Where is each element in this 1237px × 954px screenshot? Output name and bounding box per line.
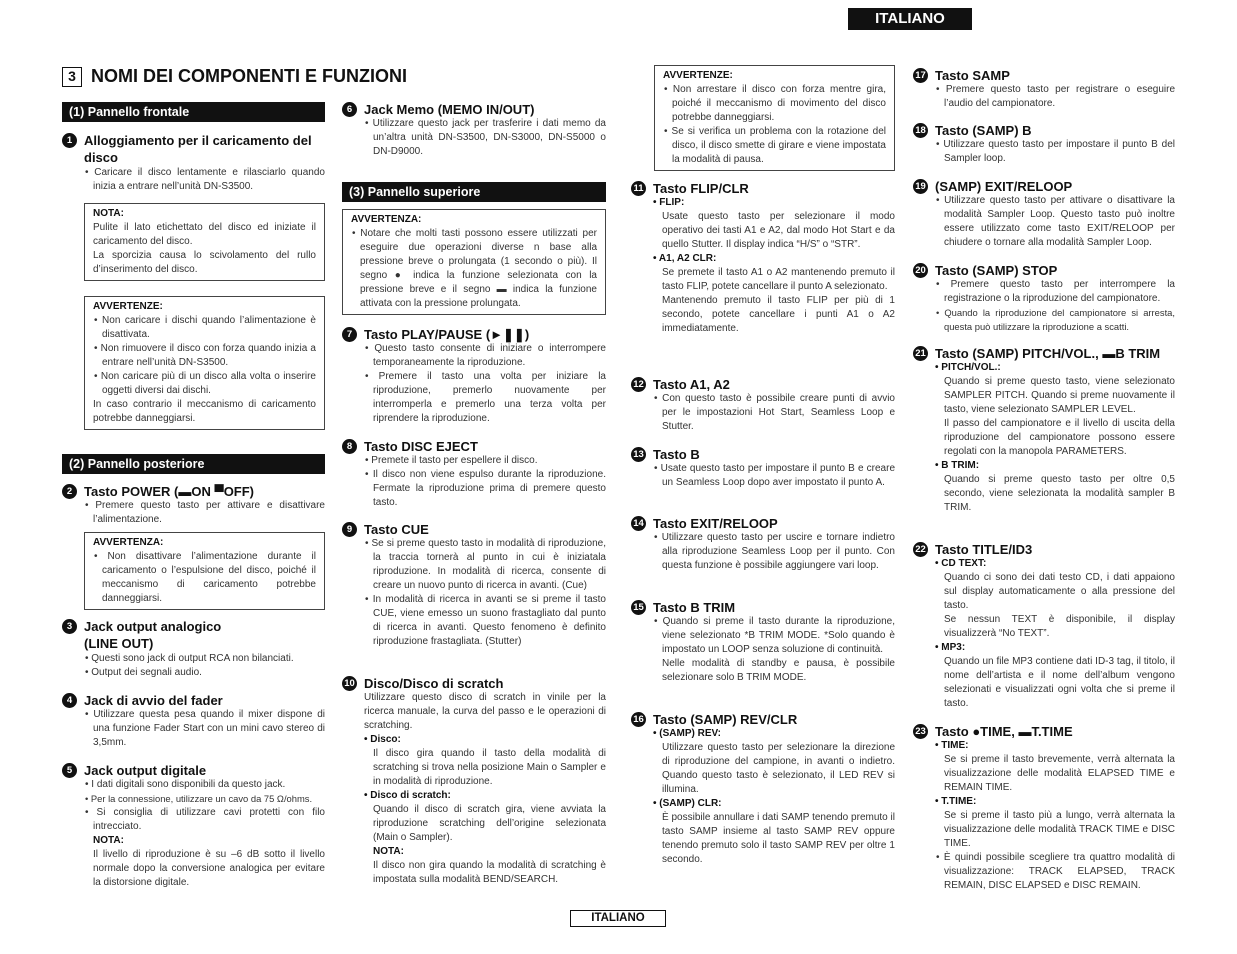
item-8-heading: 8 Tasto DISC EJECT — [342, 438, 606, 455]
item-12-heading: 12 Tasto A1, A2 — [631, 376, 895, 393]
item-10-heading: 10 Disco/Disco di scratch — [342, 675, 606, 692]
item-20-heading: 20 Tasto (SAMP) STOP — [913, 262, 1175, 279]
item-number: 13 — [631, 447, 646, 462]
language-tab: ITALIANO — [848, 8, 972, 30]
item-23-body: • TIME: Se si preme il tasto brevemente, verrà alternata la visualizzazione delle modalità ELAPSED TIME e REMAIN TIME. • T.TIME: Se si preme il tasto più a lungo, verrà alternata la visualizzazione delle modalità TRACK TIME e DISC TIME. • È quindi possibile scegliere tra quattro modalità di visualizzazione: TRACK ELAPSED, TRACK REMAIN, DISC ELAPSED e DISC REMAIN. — [935, 740, 1175, 891]
item-number: 21 — [913, 346, 928, 361]
footer-language-label: ITALIANO — [570, 910, 666, 927]
item-16-body: • (SAMP) REV: Utilizzare questo tasto per selezionare la direzione di riproduzione del campione, in avanti o indietro. Quando questo tasto è selezionato, il LED REV si illumina. • (SAMP) CLR: È possibile annullare i dati SAMP tenendo premuto il tasto SAMP insieme al tasto SAMP REV oppure tenendo premuto solo il tasto SAMP REV per oltre 1 secondo. — [653, 728, 895, 865]
warning-box: AVVERTENZE: • Non caricare i dischi quando l’alimentazione è disattivata. • Non rimuovere il disco con forza quando inizia a entrare nell’unità DN-S3500. • Non caricare più di un disco alla volta o inserire oggetti diversi dai dischi. In caso contrario il meccanismo di caricamento potrebbe danneggiarsi. — [84, 296, 325, 430]
item-number: 14 — [631, 516, 646, 531]
item-9-heading: 9 Tasto CUE — [342, 521, 606, 538]
item-17-heading: 17 Tasto SAMP — [913, 67, 1175, 84]
item-number: 22 — [913, 542, 928, 557]
item-number: 11 — [631, 181, 646, 196]
item-22-heading: 22 Tasto TITLE/ID3 — [913, 541, 1175, 558]
item-14-body: • Utilizzare questo tasto per uscire e tornare indietro alla riproduzione Seamless Loop per il punto. Con questa funzione è possibile aggiungere vari loop. — [654, 532, 895, 571]
item-7-body: • Questo tasto consente di iniziare o interrompere temporaneamente la riproduzione. • Premere il tasto una volta per iniziare la riproduzione, premerlo nuovamente per interromperla e premerlo una terza volta per riprendere la riproduzione. — [365, 343, 606, 424]
item-3-heading: 3 Jack output analogico (LINE OUT) — [62, 618, 325, 652]
item-number: 7 — [342, 327, 357, 342]
item-7-heading: 7 Tasto PLAY/PAUSE (►❚❚) — [342, 326, 606, 343]
section-top-panel: (3) Pannello superiore — [342, 182, 606, 202]
item-15-heading: 15 Tasto B TRIM — [631, 599, 895, 616]
item-21-heading: 21 Tasto (SAMP) PITCH/VOL., ▬B TRIM — [913, 345, 1175, 362]
item-number: 19 — [913, 179, 928, 194]
item-1-heading: 1 Alloggiamento per il caricamento del disco — [62, 132, 325, 166]
item-22-body: • CD TEXT: Quando ci sono dei dati testo CD, i dati appaiono sul display automaticamente o alla pressione del tasto. Se nessun TEXT è disponibile, il display visualizzerà “No TEXT”. • MP3: Quando un file MP3 contiene dati ID-3 tag, il titolo, il nome dell’artista e il nome dell’album vengono selezionati e visualizzati ogni volta che si preme il tasto. — [935, 558, 1175, 709]
item-1-body: • Caricare il disco lentamente e rilasciarlo quando inizia a entrare nell’unità DN-S3500. — [85, 167, 325, 192]
item-number: 6 — [342, 102, 357, 117]
section-front-panel: (1) Pannello frontale — [62, 102, 325, 122]
item-number: 23 — [913, 724, 928, 739]
item-number: 12 — [631, 377, 646, 392]
item-number: 3 — [62, 619, 77, 634]
item-4-heading: 4 Jack di avvio del fader — [62, 692, 325, 709]
warning-box-3: AVVERTENZA: • Notare che molti tasti possono essere utilizzati per eseguire due operazioni diverse n base alla pressione breve o prolungata (1 secondo o più). Il segno ● indica la funzione selezionata con la pressione breve e il segno ▬ indica la funzione attivata con la pressione prolungata. — [342, 209, 606, 315]
item-11-heading: 11 Tasto FLIP/CLR — [631, 180, 895, 197]
item-11-body: • FLIP: Usate questo tasto per selezionare il modo operativo dei tasti A1 e A2, dal modo Hot Start e da quello Stutter. Il display indica “H/S” o “STR”. • A1, A2 CLR: Se premete il tasto A1 o A2 mantenendo premuto il tasto FLIP, potete cancellare il punto A selezionato. Mantenendo premuto il tasto FLIP per più di 1 secondo, potete cancellare i punti A1 o A2 immediatamente. — [653, 197, 895, 334]
item-19-body: • Utilizzare questo tasto per attivare o disattivare la modalità Sampler Loop. Questo tasto può inoltre essere utilizzato come tasto EXIT/RELOOP per chiudere o tornare alla modalità Sampler Loop. — [936, 195, 1175, 248]
item-19-heading: 19 (SAMP) EXIT/RELOOP — [913, 178, 1175, 195]
item-number: 4 — [62, 693, 77, 708]
item-number: 17 — [913, 68, 928, 83]
item-13-heading: 13 Tasto B — [631, 446, 895, 463]
item-15-body: • Quando si preme il tasto durante la riproduzione, viene selezionato *B TRIM MODE. *Solo quando è impostato un LOOP senza soluzione di continuità. Nelle modalità di standby e pausa, è possibile selezionare solo B TRIM MODE. — [654, 616, 895, 683]
warning-box-4: AVVERTENZE: • Non arrestare il disco con forza mentre gira, poiché il meccanismo di movimento del disco potrebbe danneggiarsi. • Se si verifica un problema con la rotazione del disco, il disco smette di girare e viene impostata la modalità di pausa. — [654, 65, 895, 171]
item-18-body: • Utilizzare questo tasto per impostare il punto B del Sampler loop. — [936, 139, 1175, 164]
note-box: NOTA: Pulite il lato etichettato del disco ed iniziate il caricamento del disco. La sporcizia causa lo scivolamento del rullo d’inserimento del disco. — [84, 203, 325, 281]
item-number: 15 — [631, 600, 646, 615]
item-5-body: • I dati digitali sono disponibili da questo jack. • Per la connessione, utilizzare un cavo da 75 Ω/ohms. • Si consiglia di utilizzare cavi protetti con filo intrecciato. NOTA: Il livello di riproduzione è su –6 dB sotto il livello normale dopo la conversione analogica per evitare la distorsione digitale. — [85, 779, 325, 888]
item-2-heading: 2 Tasto POWER (▬ON ▀OFF) — [62, 483, 325, 500]
item-23-heading: 23 Tasto ●TIME, ▬T.TIME — [913, 723, 1175, 740]
item-21-body: • PITCH/VOL.: Quando si preme questo tasto, viene selezionato SAMPLER PITCH. Quando si preme nuovamente il tasto, viene selezionato SAMPLER LEVEL. Il passo del campionatore e il livello di uscita della riproduzione del campionatore possono essere regolati con la manopola PARAMETERS. • B TRIM: Quando si preme questo tasto per oltre 0,5 secondo, viene selezionata la modalità sampler B TRIM. — [935, 362, 1175, 513]
item-number: 20 — [913, 263, 928, 278]
item-18-heading: 18 Tasto (SAMP) B — [913, 122, 1175, 139]
item-number: 5 — [62, 763, 77, 778]
item-10-body: Utilizzare questo disco di scratch in vinile per la ricerca manuale, la curva del passo e le operazioni di scratching. • Disco: Il disco gira quando il tasto della modalità di scratching si trova nella posizione Main o Sampler e in modalità di riproduzione. • Disco di scratch: Quando il disco di scratch gira, viene avviata la riproduzione scratching dell’origine selezionata (Main o Sampler). NOTA: Il disco non gira quando la modalità di scratching è impostata sulla modalità BEND/SEARCH. — [364, 692, 606, 885]
item-number: 10 — [342, 676, 357, 691]
item-3-body: • Questi sono jack di output RCA non bilanciati. • Output dei segnali audio. — [85, 653, 294, 678]
title-text: NOMI DEI COMPONENTI E FUNZIONI — [91, 66, 408, 86]
item-4-body: • Utilizzare questa pesa quando il mixer dispone di una funzione Fader Start con un mini cavo stereo di 3,5mm. — [85, 709, 325, 748]
item-14-heading: 14 Tasto EXIT/RELOOP — [631, 515, 895, 532]
item-6-heading: 6 Jack Memo (MEMO IN/OUT) — [342, 101, 606, 118]
item-2-body: • Premere questo tasto per attivare e disattivare l’alimentazione. — [85, 500, 325, 525]
item-12-body: • Con questo tasto è possibile creare punti di avvio per le impostazioni Hot Start, Seamless Loop e Stutter. — [654, 393, 895, 432]
item-number: 8 — [342, 439, 357, 454]
item-20-body: • Premere questo tasto per interrompere la registrazione o la riproduzione del campionatore. • Quando la riproduzione del campionatore si arresta, questa può utilizzare la riproduzione a scatti. — [936, 279, 1175, 332]
item-13-body: • Usate questo tasto per impostare il punto B e creare un Seamless Loop dopo aver impostato il punto A. — [654, 463, 895, 488]
item-6-body: • Utilizzare questo jack per trasferire i dati memo da un’altra unità DN-S3500, DN-S3000, DN-S5000 o DN-D9000. — [365, 118, 606, 157]
item-number: 1 — [62, 133, 77, 148]
item-17-body: • Premere questo tasto per registrare o eseguire l’audio del campionatore. — [936, 84, 1175, 109]
item-number: 9 — [342, 522, 357, 537]
section-number: 3 — [62, 67, 82, 87]
page-title — [62, 66, 407, 87]
item-9-body: • Se si preme questo tasto in modalità di riproduzione, la traccia tornerà al punto in cui è iniziatala riproduzione. In modalità di ricerca, consente di creare un nuovo punto di ricerca in avanti. (Cue) • In modalità di ricerca in avanti se si preme il tasto CUE, viene emesso un suono frastagliato dal punto di ricerca in avanti. Questo fenomeno è definito riproduzione frastagliata. (Stutter) — [365, 538, 606, 647]
item-number: 2 — [62, 484, 77, 499]
item-number: 16 — [631, 712, 646, 727]
item-16-heading: 16 Tasto (SAMP) REV/CLR — [631, 711, 895, 728]
item-number: 18 — [913, 123, 928, 138]
item-8-body: • Premete il tasto per espellere il disco. • Il disco non viene espulso durante la riproduzione. Fermate la riproduzione prima di premere questo tasto. — [365, 455, 606, 508]
warning-box-2: AVVERTENZA: • Non disattivare l’alimentazione durante il caricamento o l’espulsione del disco, poiché il meccanismo di caricamento potrebbe danneggiarsi. — [84, 532, 325, 610]
item-5-heading: 5 Jack output digitale — [62, 762, 325, 779]
section-rear-panel: (2) Pannello posteriore — [62, 454, 325, 474]
